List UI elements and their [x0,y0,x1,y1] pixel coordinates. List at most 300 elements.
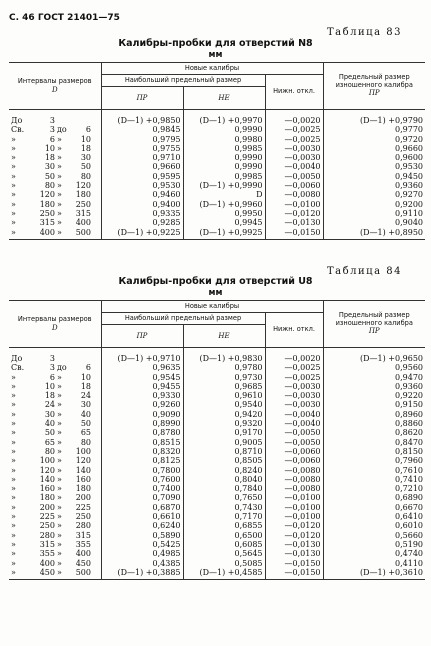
ne-cell: 0,7840 [183,484,265,493]
interval-part: » [57,372,62,382]
deviation-cell: —0,0050 [265,438,323,447]
ne-cell: 0,9005 [183,438,265,447]
interval-part: » [57,567,62,577]
deviation-cell: —0,0120 [265,531,323,540]
worn-cell: 0,9360 [395,381,423,391]
interval-part: » [57,549,62,559]
interval-part: 24 [44,400,55,410]
pr-cell: 0,9845 [101,125,183,134]
interval-cell [9,400,101,409]
interval-part: 80 [80,437,91,447]
interval-part: » [11,512,16,522]
interval-part: 200 [39,502,55,512]
interval-part: » [11,153,16,163]
pr-cell: 0,9595 [101,172,183,181]
pr-cell: 0,9285 [101,218,183,227]
interval-cell [9,484,101,493]
interval-part: 65 [44,437,55,447]
interval-cell [9,382,101,391]
deviation-cell: —0,0080 [265,190,323,199]
worn-cell: 0,9270 [395,190,423,200]
interval-part: » [57,521,62,531]
worn-cell: (D—1) +0,3610 [323,568,425,580]
table-row [9,493,425,502]
interval-part: » [11,549,16,559]
worn-cell: 0,7210 [395,484,423,494]
interval-part: 80 [80,171,91,181]
interval-part: 50 [80,162,91,172]
worn-cell: 0,9770 [395,125,423,135]
interval-part: » [57,208,62,218]
deviation-cell: —0,0050 [265,172,323,181]
interval-cell [9,348,101,364]
interval-part: 225 [75,502,91,512]
worn-cell: 0,8960 [395,409,423,419]
interval-part: » [11,446,16,456]
pr-cell: 0,6240 [101,521,183,530]
worn-cell: 0,8150 [395,446,423,456]
interval-cell [9,559,101,568]
pr-cell: 0,9530 [101,181,183,190]
interval-cell [9,209,101,218]
worn-cell: 0,4740 [395,549,423,559]
ne-cell: 0,9320 [183,419,265,428]
interval-cell [9,521,101,530]
interval-part: 250 [39,521,55,531]
table-row [9,190,425,199]
interval-part: » [57,530,62,540]
interval-part: » [11,428,16,438]
interval-part: 140 [39,474,55,484]
pr-cell: 0,8990 [101,419,183,428]
interval-part: 80 [44,446,55,456]
table-row [9,447,425,456]
interval-part: 400 [75,218,91,228]
deviation-cell: —0,0080 [265,466,323,475]
interval-part: » [57,391,62,401]
interval-part: » [57,437,62,447]
deviation-cell: —0,0030 [265,382,323,391]
worn-cell: 0,6410 [395,512,423,522]
worn-cell: (D—1) +0,9790 [360,116,423,125]
table-83 [9,62,425,240]
interval-part: 65 [80,428,91,438]
interval-part: 30 [80,400,91,410]
ne-cell: 0,9780 [183,363,265,372]
pr-cell: (D—1) +0,9710 [101,348,183,364]
interval-part: до [57,125,67,135]
interval-part: » [11,181,16,191]
pr-cell: 0,9635 [101,363,183,372]
ne-cell: 0,7430 [183,503,265,512]
deviation-cell: —0,0150 [265,559,323,568]
ne-cell: D [183,190,265,199]
interval-cell [9,200,101,209]
ne-cell: 0,9730 [183,373,265,382]
interval-part: 30 [80,153,91,163]
table-83-title-text: Калибры-пробки для отверстий N8 [118,38,313,49]
ne-cell: 0,6085 [183,540,265,549]
interval-part: » [57,181,62,191]
table-row [9,456,425,465]
interval-cell [9,447,101,456]
pr-cell: 0,9710 [101,153,183,162]
interval-part: 400 [39,558,55,568]
pr-cell: 0,7600 [101,475,183,484]
header-max-size: Наибольший предельный размер [101,75,265,87]
ne-cell: 0,9685 [183,382,265,391]
worn-cell: 0,6890 [395,493,423,503]
interval-part: » [57,493,62,503]
worn-cell: 0,9720 [395,134,423,144]
table-row [9,503,425,512]
interval-cell [9,135,101,144]
deviation-cell: —0,0040 [265,410,323,419]
interval-part: 10 [44,381,55,391]
deviation-cell: —0,0080 [265,484,323,493]
table-row [9,428,425,437]
ne-cell: 0,9610 [183,391,265,400]
worn-cell: 0,9360 [395,181,423,191]
table-row [9,475,425,484]
interval-part: » [57,153,62,163]
deviation-cell: —0,0120 [265,521,323,530]
interval-part: Св. [11,125,25,135]
deviation-cell: —0,0025 [265,373,323,382]
interval-part: 50 [44,171,55,181]
interval-part: 40 [44,419,55,429]
ne-cell: (D—1) +0,9990 [183,181,265,190]
worn-cell: 0,9200 [395,199,423,209]
page-header: С. 46 ГОСТ 21401—75 [9,13,120,23]
interval-part: » [11,372,16,382]
interval-part: » [11,199,16,209]
interval-part: 10 [44,143,55,153]
interval-cell [9,512,101,521]
pr-cell: (D—1) +0,3885 [101,568,183,580]
interval-cell [9,549,101,558]
interval-part: » [11,381,16,391]
table-84-title [0,276,431,298]
table-row [9,521,425,530]
interval-part: 18 [80,381,91,391]
ne-cell: 0,9950 [183,209,265,218]
interval-cell [9,172,101,181]
table-row [9,400,425,409]
table-row [9,200,425,209]
ne-cell: 0,9420 [183,410,265,419]
interval-part: » [11,456,16,466]
interval-part: Св. [11,363,25,373]
deviation-cell: —0,0060 [265,447,323,456]
interval-part: 400 [39,227,55,237]
interval-cell [9,428,101,437]
interval-cell [9,153,101,162]
pr-cell: 0,7090 [101,493,183,502]
ne-cell: 0,5085 [183,559,265,568]
table-row [9,549,425,558]
interval-cell [9,410,101,419]
pr-cell: 0,9455 [101,382,183,391]
interval-cell [9,363,101,372]
interval-cell [9,181,101,190]
table-row [9,135,425,144]
interval-part: 6 [49,372,55,382]
deviation-cell: —0,0025 [265,363,323,372]
interval-cell [9,568,101,580]
interval-part: » [57,474,62,484]
table-row [9,373,425,382]
deviation-cell: —0,0100 [265,503,323,512]
pr-cell: 0,9545 [101,373,183,382]
worn-cell: 0,7410 [395,474,423,484]
interval-cell [9,419,101,428]
pr-cell: 0,9335 [101,209,183,218]
header-new-gauges: Новые калибры [101,301,323,313]
deviation-cell: —0,0025 [265,135,323,144]
ne-cell: 0,9985 [183,172,265,181]
deviation-cell: —0,0130 [265,218,323,227]
ne-cell: (D—1) +0,9960 [183,200,265,209]
interval-part: 120 [75,456,91,466]
ne-cell: 0,8240 [183,466,265,475]
interval-part: » [11,530,16,540]
interval-part: 355 [75,539,91,549]
interval-part: 80 [44,181,55,191]
worn-cell: 0,5190 [395,539,423,549]
header-lower-dev: Нижн. откл. [265,75,323,110]
pr-cell: 0,9755 [101,144,183,153]
interval-part: » [57,428,62,438]
table-row [9,531,425,540]
deviation-cell: —0,0030 [265,400,323,409]
interval-part: 3 [49,116,55,125]
table-row [9,438,425,447]
interval-part: 3 [49,125,55,135]
table-row [9,144,425,153]
header-worn: Предельный размер изношенного калибра ПР [323,301,425,348]
interval-cell [9,531,101,540]
interval-part: » [11,218,16,228]
ne-cell: 0,9990 [183,125,265,134]
interval-part: » [11,171,16,181]
table-row [9,410,425,419]
interval-part: 450 [75,558,91,568]
table-row [9,125,425,134]
deviation-cell: —0,0100 [265,512,323,521]
table-row [9,110,425,126]
pr-cell: 0,4385 [101,559,183,568]
header-ne: НЕ [183,325,265,348]
interval-part: » [57,171,62,181]
worn-cell: 0,9150 [395,400,423,410]
interval-part: 180 [39,493,55,503]
pr-cell: 0,6870 [101,503,183,512]
interval-cell [9,540,101,549]
interval-part: 225 [39,512,55,522]
ne-cell: 0,9540 [183,400,265,409]
ne-cell: (D—1) +0,9830 [183,348,265,364]
worn-cell: 0,9110 [395,208,423,218]
interval-part: » [11,484,16,494]
interval-part: » [11,567,16,577]
deviation-cell: —0,0100 [265,200,323,209]
pr-cell: (D—1) +0,9225 [101,228,183,240]
interval-part: 120 [39,465,55,475]
interval-cell [9,125,101,134]
deviation-cell: —0,0130 [265,540,323,549]
table-row [9,391,425,400]
table-row [9,540,425,549]
pr-cell: 0,4985 [101,549,183,558]
table-row [9,382,425,391]
table-row [9,172,425,181]
worn-cell: 0,6010 [395,521,423,531]
table-83-title [0,38,431,60]
interval-part: » [57,419,62,429]
table-row [9,348,425,364]
pr-cell: 0,9330 [101,391,183,400]
interval-part: 355 [39,549,55,559]
interval-cell [9,218,101,227]
interval-part: 180 [39,199,55,209]
interval-part: » [11,162,16,172]
deviation-cell: —0,0020 [265,110,323,126]
worn-cell: 0,9530 [395,162,423,172]
deviation-cell: —0,0030 [265,153,323,162]
interval-part: » [11,437,16,447]
table-row [9,162,425,171]
ne-cell: 0,7650 [183,493,265,502]
interval-part: До [11,116,23,125]
pr-cell: (D—1) +0,9850 [101,110,183,126]
ne-cell: 0,8040 [183,475,265,484]
deviation-cell: —0,0060 [265,456,323,465]
pr-cell: 0,8125 [101,456,183,465]
header-worn: Предельный размер изношенного калибра ПР [323,63,425,110]
pr-cell: 0,9400 [101,200,183,209]
pr-cell: 0,8515 [101,438,183,447]
ne-cell: 0,8710 [183,447,265,456]
deviation-cell: —0,0020 [265,348,323,364]
interval-part: » [11,419,16,429]
pr-cell: 0,9090 [101,410,183,419]
ne-cell: (D—1) +0,9925 [183,228,265,240]
interval-part: » [11,558,16,568]
table-83-unit: мм [208,50,223,60]
deviation-cell: —0,0050 [265,428,323,437]
worn-cell: 0,9220 [395,391,423,401]
worn-cell: 0,9560 [395,363,423,373]
pr-cell: 0,8320 [101,447,183,456]
pr-cell: 0,7400 [101,484,183,493]
ne-cell: 0,9990 [183,162,265,171]
interval-part: 400 [75,549,91,559]
worn-cell: 0,9600 [395,153,423,163]
interval-part: » [57,484,62,494]
interval-part: 3 [49,354,55,363]
table-row [9,419,425,428]
header-pr: ПР [101,325,183,348]
interval-part: » [57,227,62,237]
ne-cell: 0,9990 [183,153,265,162]
interval-part: 30 [44,409,55,419]
interval-part: 280 [39,530,55,540]
table-84-number: Таблица 84 [327,266,402,277]
interval-cell [9,503,101,512]
interval-part: » [11,227,16,237]
table-row [9,218,425,227]
pr-cell: 0,9460 [101,190,183,199]
interval-part: » [57,512,62,522]
interval-part: 50 [44,428,55,438]
interval-part: До [11,354,23,363]
pr-cell: 0,5425 [101,540,183,549]
interval-part: 10 [80,372,91,382]
interval-cell [9,228,101,240]
table-row [9,363,425,372]
ne-cell: 0,9980 [183,135,265,144]
deviation-cell: —0,0120 [265,209,323,218]
header-pr: ПР [101,87,183,110]
interval-part: 24 [80,391,91,401]
table-row [9,228,425,240]
interval-part: 3 [49,363,55,373]
table-row [9,181,425,190]
deviation-cell: —0,0130 [265,549,323,558]
interval-part: 315 [39,218,55,228]
worn-cell: 0,9040 [395,218,423,228]
interval-part: 500 [75,567,91,577]
interval-part: 250 [75,512,91,522]
interval-part: 280 [75,521,91,531]
worn-cell: 0,9660 [395,143,423,153]
deviation-cell: —0,0040 [265,162,323,171]
interval-part: 160 [39,484,55,494]
worn-cell: 0,8620 [395,428,423,438]
interval-part: 315 [39,539,55,549]
interval-part: 315 [75,208,91,218]
pr-cell: 0,9795 [101,135,183,144]
interval-part: » [57,456,62,466]
interval-part: 250 [75,199,91,209]
interval-part: 140 [75,465,91,475]
worn-cell: 0,5660 [395,530,423,540]
table-84-unit: мм [208,288,223,298]
table-row [9,512,425,521]
worn-cell: 0,7610 [395,465,423,475]
table-row [9,209,425,218]
interval-part: 50 [80,419,91,429]
worn-cell: 0,9450 [395,171,423,181]
interval-part: » [11,502,16,512]
table-row [9,484,425,493]
header-interval: Интервалы размеров D [9,63,101,110]
header-ne: НЕ [183,87,265,110]
ne-cell: (D—1) +0,9970 [183,110,265,126]
ne-cell: 0,8505 [183,456,265,465]
interval-part: » [11,493,16,503]
deviation-cell: —0,0025 [265,125,323,134]
interval-part: 160 [75,474,91,484]
interval-part: » [11,143,16,153]
interval-part: » [57,446,62,456]
worn-cell: (D—1) +0,8950 [323,228,425,240]
pr-cell: 0,8780 [101,428,183,437]
header-new-gauges: Новые калибры [101,63,323,75]
interval-part: 18 [44,391,55,401]
interval-part: » [11,521,16,531]
